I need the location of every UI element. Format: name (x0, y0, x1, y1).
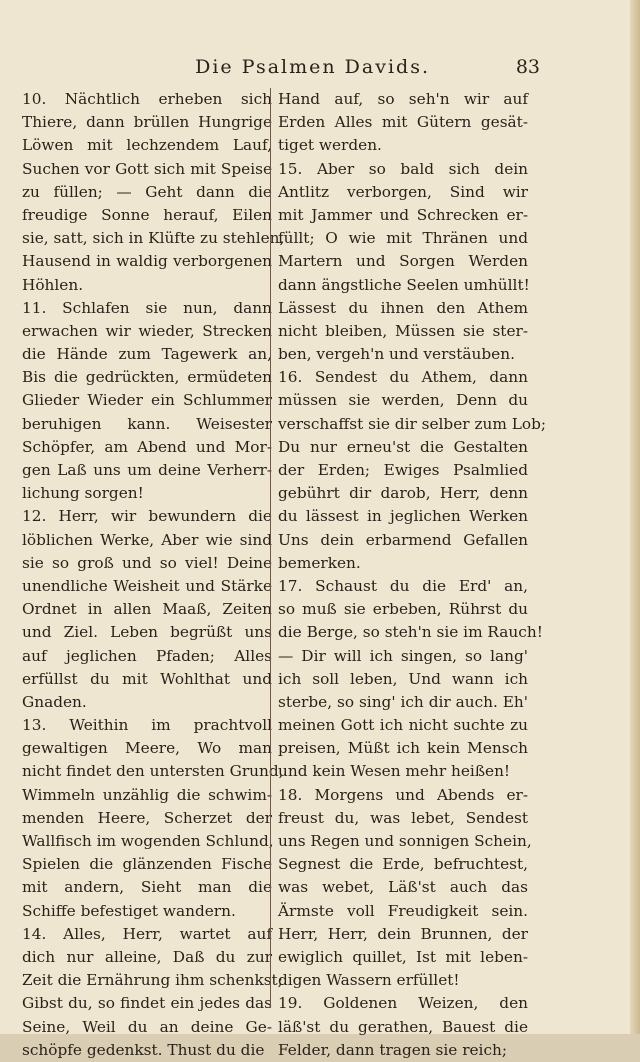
text-line: 19. Goldenen Weizen, den (278, 994, 528, 1013)
text-line: gen Laß uns um deine Verherr- (22, 461, 272, 479)
text-line: Bis die gedrückten, ermüdeten (22, 368, 272, 387)
text-line: beruhigen kann. Weisester (22, 414, 272, 433)
text-line: Herr, Herr, dein Brunnen, der (278, 924, 528, 943)
text-line: gebührt dir darob, Herr, denn (278, 484, 528, 503)
text-line: Zeit die Ernährung ihm schenkst; (22, 971, 283, 990)
text-line: 11. Schlafen sie nun, dann (22, 298, 272, 317)
text-line: Wimmeln unzählig die schwim- (22, 785, 272, 804)
text-line: Erden Alles mit Gütern gesät- (278, 113, 528, 132)
text-line: schöpfe gedenkst. Thust du die (22, 1040, 265, 1059)
text-line: Löwen mit lechzendem Lauf, (22, 136, 272, 155)
text-line: Martern und Sorgen Werden (278, 252, 528, 271)
text-line: Wallfisch im wogenden Schlund, (22, 832, 274, 850)
text-line: uns Regen und sonnigen Schein, (278, 832, 532, 850)
text-line: — Dir will ich singen, so lang' (278, 646, 528, 665)
text-line: verschaffst sie dir selber zum Lob; (278, 414, 547, 433)
text-line: nicht findet den untersten Grund, (22, 762, 284, 781)
text-line: 10. Nächtlich erheben sich (22, 90, 272, 108)
text-line: Glieder Wieder ein Schlummer (22, 391, 272, 410)
text-line: Gibst du, so findet ein jedes das (22, 994, 272, 1013)
text-line: lichung sorgen! (22, 484, 144, 503)
text-line: erwachen wir wieder, Strecken (22, 321, 272, 340)
text-line: was webet, Läß'st auch das (278, 878, 528, 897)
text-line: preisen, Müßt ich kein Mensch (278, 739, 528, 758)
running-title: Die Psalmen Davids. (195, 56, 430, 78)
text-line: du lässest in jeglichen Werken (278, 507, 528, 526)
column-divider (270, 88, 271, 1008)
left-column (22, 88, 285, 1062)
text-line: Uns dein erbarmend Gefallen (278, 530, 528, 549)
text-line: Gnaden. (22, 692, 87, 711)
text-line: der Erden; Ewiges Psalmlied (278, 461, 528, 479)
text-line: die Berge, so steh'n sie im Rauch! (278, 623, 543, 642)
text-line: und kein Wesen mehr heißen! (278, 762, 511, 781)
text-line: Du nur erneu'st die Gestalten (278, 437, 528, 456)
text-line: 15. Aber so bald sich dein (278, 159, 528, 178)
text-line: meinen Gott ich nicht suchte zu (278, 716, 528, 735)
text-line: nicht bleiben, Müssen sie ster- (278, 321, 528, 340)
page-header (20, 56, 620, 80)
text-line: bemerken. (278, 553, 361, 572)
text-line: ewiglich quillet, Ist mit leben- (278, 947, 528, 966)
text-line: müssen sie werden, Denn du (278, 391, 528, 410)
text-line: tiget werden. (278, 136, 382, 155)
right-column (278, 88, 547, 1062)
text-line: freudige Sonne herauf, Eilen (22, 205, 272, 224)
text-line: Antlitz verborgen, Sind wir (278, 182, 528, 201)
text-line: dich nur alleine, Daß du zur (22, 947, 272, 966)
text-line: sterbe, so sing' ich dir auch. Eh' (278, 692, 528, 711)
text-line: mit Jammer und Schrecken er- (278, 205, 528, 224)
text-line: unendliche Weisheit und Stärke (22, 576, 272, 595)
text-line: ich soll leben, Und wann ich (278, 669, 528, 688)
text-line: Schöpfer, am Abend und Mor- (22, 437, 272, 456)
text-line: 18. Morgens und Abends er- (278, 785, 528, 804)
text-line: menden Heere, Scherzet der (22, 808, 272, 827)
text-line: zu füllen; — Geht dann die (22, 182, 272, 201)
page-number: 83 (515, 56, 540, 78)
text-line: 13. Weithin im prachtvoll (22, 716, 272, 735)
text-line: sie, satt, sich in Klüfte zu stehlen, (22, 229, 285, 248)
text-line: Hausend in waldig verborgenen (22, 252, 272, 271)
text-line: Ärmste voll Freudigkeit sein. (278, 901, 528, 920)
text-line: Seine, Weil du an deine Ge- (22, 1017, 272, 1036)
text-line: Ordnet in allen Maaß, Zeiten (22, 600, 272, 619)
text-line: füllt; O wie mit Thränen und (278, 229, 528, 248)
text-line: gewaltigen Meere, Wo man (22, 739, 272, 758)
page-edge (630, 0, 640, 1034)
text-line: Thiere, dann brüllen Hungrige (22, 113, 272, 132)
text-line: Segnest die Erde, befruchtest, (278, 855, 528, 874)
text-line: ben, vergeh'n und verstäuben. (278, 345, 515, 364)
text-line: Lässest du ihnen den Athem (278, 298, 528, 317)
text-line: 12. Herr, wir bewundern die (22, 507, 272, 526)
text-line: auf jeglichen Pfaden; Alles (22, 646, 272, 665)
text-line: Schiffe befestiget wandern. (22, 901, 236, 920)
text-line: digen Wassern erfüllet! (278, 971, 460, 990)
text-line: Suchen vor Gott sich mit Speise (22, 159, 272, 178)
text-line: Höhlen. (22, 275, 84, 294)
text-line: dann ängstliche Seelen umhüllt! (278, 275, 530, 294)
text-line: so muß sie erbeben, Rührst du (278, 600, 528, 619)
text-line: freust du, was lebet, Sendest (278, 808, 528, 827)
text-line: 17. Schaust du die Erd' an, (278, 576, 528, 595)
text-line: erfüllst du mit Wohlthat und (22, 669, 272, 688)
text-line: mit andern, Sieht man die (22, 878, 272, 897)
text-line: löblichen Werke, Aber wie sind (22, 530, 272, 549)
text-line: und Ziel. Leben begrüßt uns (22, 623, 272, 642)
text-line: 16. Sendest du Athem, dann (278, 368, 528, 387)
text-line: 14. Alles, Herr, wartet auf (22, 924, 272, 943)
text-line: die Hände zum Tagewerk an, (22, 345, 272, 364)
text-line: Felder, dann tragen sie reich; (278, 1040, 508, 1059)
text-line: Spielen die glänzenden Fische (22, 855, 272, 874)
text-line: läß'st du gerathen, Bauest die (278, 1017, 528, 1036)
text-line: sie so groß und so viel! Deine (22, 553, 272, 572)
text-line: Hand auf, so seh'n wir auf (278, 90, 528, 108)
